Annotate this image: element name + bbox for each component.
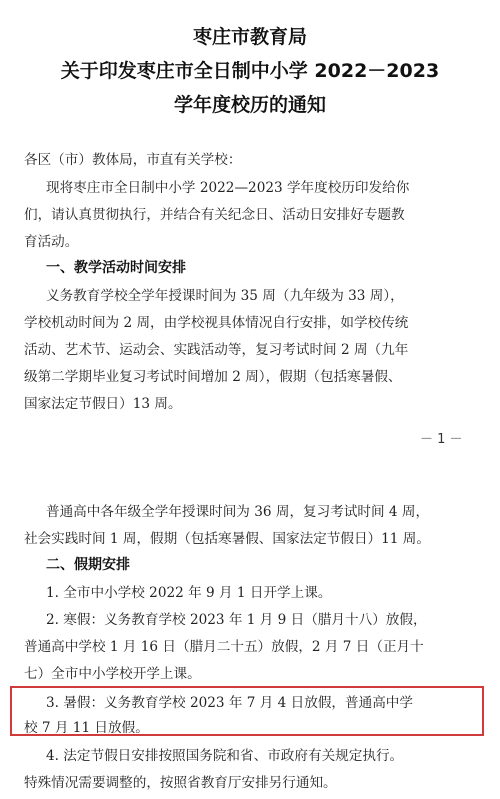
high-school-line: 普通高中各年级全学年授课时间为 36 周，复习考试时间 4 周， xyxy=(46,504,430,520)
issuer-title: 枣庄市教育局 xyxy=(192,26,307,48)
holiday-item-4-cont: 特殊情况需要调整的，按照省教育厅安排另行通知。 xyxy=(24,775,337,791)
notice-title-line2: 学年度校历的通知 xyxy=(173,94,326,116)
high-school-line: 社会实践时间 1 周，假期（包括寒暑假、国家法定节假日）11 周。 xyxy=(24,531,430,547)
section1-line: 级第二学期毕业复习考试时间增加 2 周），假期（包括寒暑假、 xyxy=(24,369,402,385)
section1-line: 义务教育学校全学年授课时间为 35 周（九年级为 33 周）， xyxy=(46,288,404,304)
holiday-item-1: 1. 全市中小学校 2022 年 9 月 1 日开学上课。 xyxy=(46,585,332,601)
intro-line: 现将枣庄市全日制中小学 2022—2023 学年度校历印发给你 xyxy=(46,180,410,196)
holiday-item-3: 3. 暑假：义务教育学校 2023 年 7 月 4 日放假，普通高中学 xyxy=(46,695,413,711)
page-number: － 1 － xyxy=(420,432,463,447)
salutation: 各区（市）教体局，市直有关学校： xyxy=(24,152,242,168)
notice-title-line1: 关于印发枣庄市全日制中小学 2022－2023 xyxy=(60,60,440,82)
holiday-item-2: 2. 寒假：义务教育学校 2023 年 1 月 9 日（腊月十八）放假， xyxy=(46,612,427,628)
section1-heading: 一、教学活动时间安排 xyxy=(46,260,186,276)
holiday-item-2-cont: 普通高中学校 1 月 16 日（腊月二十五）放假，2 月 7 日（正月十 xyxy=(24,639,424,655)
intro-line: 育活动。 xyxy=(24,234,79,250)
section1-line: 国家法定节假日）13 周。 xyxy=(24,396,182,412)
holiday-item-4: 4. 法定节假日安排按照国务院和省、市政府有关规定执行。 xyxy=(46,748,404,764)
holiday-item-3-cont: 校 7 月 11 日放假。 xyxy=(24,720,149,736)
section2-heading: 二、假期安排 xyxy=(46,557,130,573)
intro-line: 们，请认真贯彻执行，并结合有关纪念日、活动日安排好专题教 xyxy=(24,207,405,223)
holiday-item-2-cont: 七）全市中小学校开学上课。 xyxy=(24,666,201,682)
section1-line: 学校机动时间为 2 周，由学校视具体情况自行安排，如学校传统 xyxy=(24,315,409,331)
section1-line: 活动、艺术节、运动会、实践活动等，复习考试时间 2 周（九年 xyxy=(24,342,409,358)
